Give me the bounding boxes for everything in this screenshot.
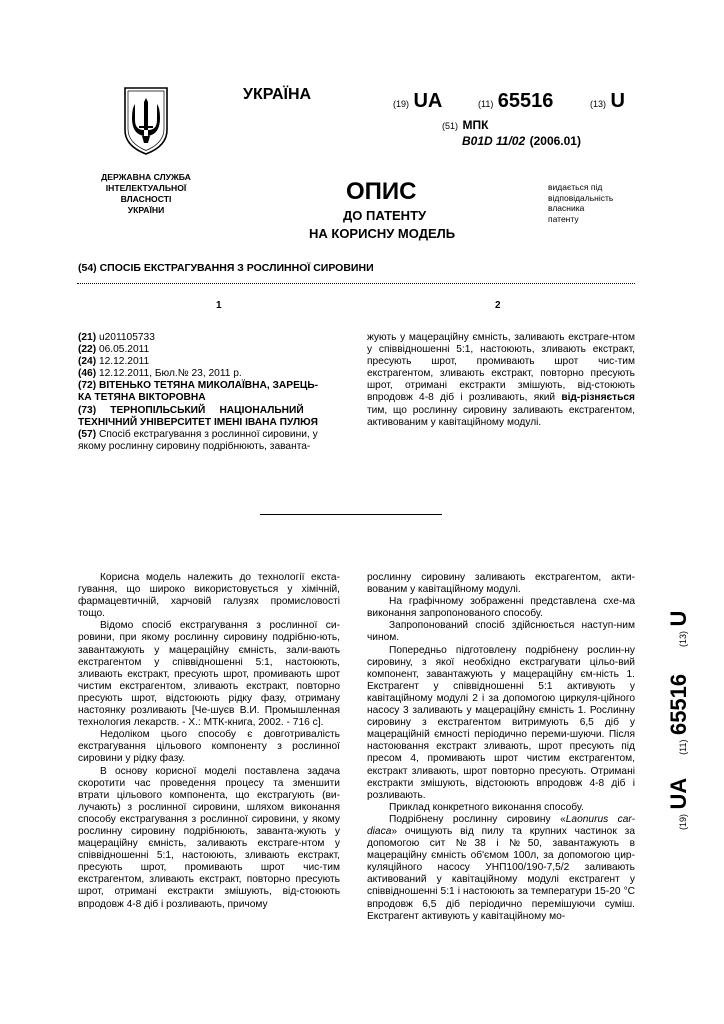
ipc-row [462, 132, 581, 150]
effective-date: 12.12.2011 [98, 356, 150, 368]
paragraph: Недоліком цього способу є довготривалість екстрагування цільового компоненту з рослинної сировини у рідку фазу. [78, 729, 340, 765]
ipc-class: B01D 11/02 [462, 134, 526, 148]
column-number-1: 1 [216, 300, 222, 311]
code-19: (19) [393, 99, 410, 109]
text-span: Подрібнену рослинну сировину « [389, 813, 566, 825]
patent-kind-row [590, 90, 625, 113]
publication-info: 12.12.2011, Бюл.№ 23, 2011 р. [98, 368, 242, 380]
text-span: » очищують від пилу та крупних частинок за допомогою сит №38 і №50, завантажують в мацераційну ємність об'ємом 100л, за допомогою цир-куляційного насосу УНП100/190-7,5/2 заливають активований у кавітаційному модулі екстрагент у співвідношенні 5:1 і настоюють за температури 15-20 °С впродовж 6,5 діб періодично перемішуючи суміш. Екстрагент активують у кавітаційному мо- [367, 825, 635, 922]
section-divider [260, 514, 442, 515]
claim-distinguishing: від-різняється [561, 392, 635, 404]
paragraph: На графічному зображенні представлена схе-ма виконання запропонованого способу. [367, 596, 635, 620]
document-title: ОПИС [346, 178, 417, 205]
patent-kind: U [610, 90, 625, 112]
paragraph: Приклад конкретного виконання способу. [389, 801, 584, 813]
code-13: (13) [590, 99, 607, 109]
document-subtitle-1: ДО ПАТЕНТУ [343, 208, 427, 223]
owner-line-2: ТЕХНІЧНИЙ УНІВЕРСИТЕТ ІМЕНІ ІВАНА ПУЛЮЯ [78, 416, 318, 428]
owner-line-1: ТЕРНОПІЛЬСЬКИЙ НАЦІОНАЛЬНИЙ [110, 404, 304, 416]
code-73: (73) [78, 404, 97, 416]
column-number-2: 2 [495, 300, 501, 311]
agency-name [94, 172, 198, 216]
note-line-3: власника [548, 203, 585, 213]
description-right-column [367, 572, 635, 923]
agency-line-4: УКРАЇНИ [127, 205, 165, 215]
paragraph: Запропонований спосіб здійснюється наступ-ним чином. [367, 620, 635, 644]
claim-start-line-2: якому рослинну сировину подрібнюють, заванта- [78, 440, 311, 452]
paragraph: В основу корисної моделі поставлена задача скоротити час проведення процесу та зменшити втрати цільового компонента, що екстрагують (ви-лучають) з рослинної сировини, шляхом виконання способу екстрагування з рослинної сировини, у якому рослинну сировину подрібнюють, заванта-жують у мацераційну ємність, заливають екстраге-нтом у співвідношенні 5:1, настоюють, зливають екстракт, пресують шрот, промивають шрот чис-тим екстрагентом, зливають екстракт, повторно пресують шрот, отримані екстракти змішують, від-стоюють впродовж 4-8 діб і розливають, причому [78, 765, 340, 910]
species-name: Laonurus car-diaca [367, 813, 635, 837]
agency-line-2: ІНТЕЛЕКТУАЛЬНОЇ [105, 183, 187, 193]
code-24: (24) [78, 356, 97, 368]
responsibility-note [548, 182, 613, 224]
filing-date: 06.05.2011 [98, 344, 150, 356]
code-22: (22) [78, 344, 97, 356]
note-line-1: видається під [548, 182, 603, 192]
patent-number: 65516 [497, 90, 554, 112]
claim-text-2: тим, що рослинну сировину заливають екстрагентом, активованим у кавітаційному модулі. [367, 404, 635, 428]
inventors-line-1: ВІТЕНЬКО ТЕТЯНА МИКОЛАЇВНА, ЗАРЕЦЬ- [98, 380, 319, 392]
bibliographic-data [78, 332, 340, 453]
margin-country: UA [666, 777, 691, 810]
country-name: УКРАЇНА [243, 86, 312, 103]
description-left-column [78, 572, 340, 911]
margin-patent-code [666, 611, 692, 830]
patent-code-row [393, 90, 442, 114]
code-72: (72) [78, 380, 97, 392]
invention-title: (54) СПОСІБ ЕКСТРАГУВАННЯ З РОСЛИННОЇ СИРОВИНИ [78, 262, 374, 274]
margin-code-13: (13) [678, 630, 688, 647]
code-46: (46) [78, 368, 97, 380]
country-code: UA [413, 90, 443, 112]
margin-number: 65516 [666, 673, 691, 736]
code-21: (21) [78, 332, 97, 343]
code-57: (57) [78, 428, 97, 440]
application-number: u201105733 [98, 332, 155, 343]
paragraph: Корисна модель належить до технології екста-гування, що широко використовується у хімічній, фармацевтичній, харчовій галузях промисловості тощо. [78, 572, 340, 620]
patent-number-row [478, 90, 553, 113]
mpk-label: МПК [462, 118, 489, 132]
inventors-line-2: КА ТЕТЯНА ВІКТОРОВНА [78, 392, 206, 404]
paragraph: Попередньо підготовлену подрібнену рослин-ну сировину, з якої необхідно екстрагувати цільо-вий компонент, завантажують у мацераційну єм-ність 1. Екстрагент у співвідношенні 5:1 активують у кавітаційному модулі 2 і за допомогою циркуля-ційного насосу 3 заливають у мацераційну ємність 1. Рослинну сировину з екстрагентом витримують 6,5 діб у мацераційній ємності періодично переми-шуючи. Після настоювання екстракт зливають, шрот пресують під пресом 4, промивають шрот чистим екстрагентом, екстракт зливають, шрот повторно пресують. Отримані екстракти змішують, відстоюють впродовж 4-8 діб і розливають. [367, 644, 635, 801]
paragraph [367, 814, 635, 923]
claim-continuation [367, 332, 635, 429]
code-11: (11) [478, 99, 494, 109]
margin-code-11: (11) [678, 739, 688, 755]
document-subtitle-2: НА КОРИСНУ МОДЕЛЬ [309, 226, 456, 241]
paragraph: рослинну сировину заливають екстрагентом, акти-вованим у кавітаційному модулі. [367, 572, 635, 596]
margin-code-19: (19) [678, 813, 688, 830]
paragraph: Відомо спосіб екстрагування з рослинної си-ровини, при якому рослинну сировину подрібню-ють, завантажують у мацераційну ємність, зали-вають екстрагентом у співвідношенні 5:1, настоюють, зливають екстракт, пресують шрот, промивають шрот чистим екстрагентом, зливають екстракт, повторно пресують шрот, відстоюють рідку фазу, отриману настоянку розливають [Че-шуєв В.И. Промышленная технология лекарств. - Х.: МТК-книга, 2002. - 716 с]. [78, 620, 340, 729]
agency-line-3: ВЛАСНОСТІ [120, 194, 172, 204]
claim-text-1: жують у мацераційну ємність, заливають екстраге-нтом у співвідношенні 5:1, настоюють, зливають екстракт, пресують шрот, промивають шрот чис-тим екстрагентом, зливають екстракт, повторно пресують шрот, отримані екстракти змішують, від-стоюють впродовж 4-8 діб і розливають, який [367, 332, 635, 404]
agency-line-1: ДЕРЖАВНА СЛУЖБА [101, 172, 191, 182]
note-line-4: патенту [548, 213, 579, 224]
claim-start-line-1: Спосіб екстрагування з рослинної сировини, у [98, 428, 318, 440]
note-line-2: відповідальність [548, 192, 614, 203]
ipc-year: (2006.01) [529, 134, 581, 148]
separator-line [77, 283, 635, 284]
coat-of-arms-icon [123, 86, 169, 156]
code-51: (51) [442, 121, 459, 131]
margin-kind: U [666, 610, 691, 627]
